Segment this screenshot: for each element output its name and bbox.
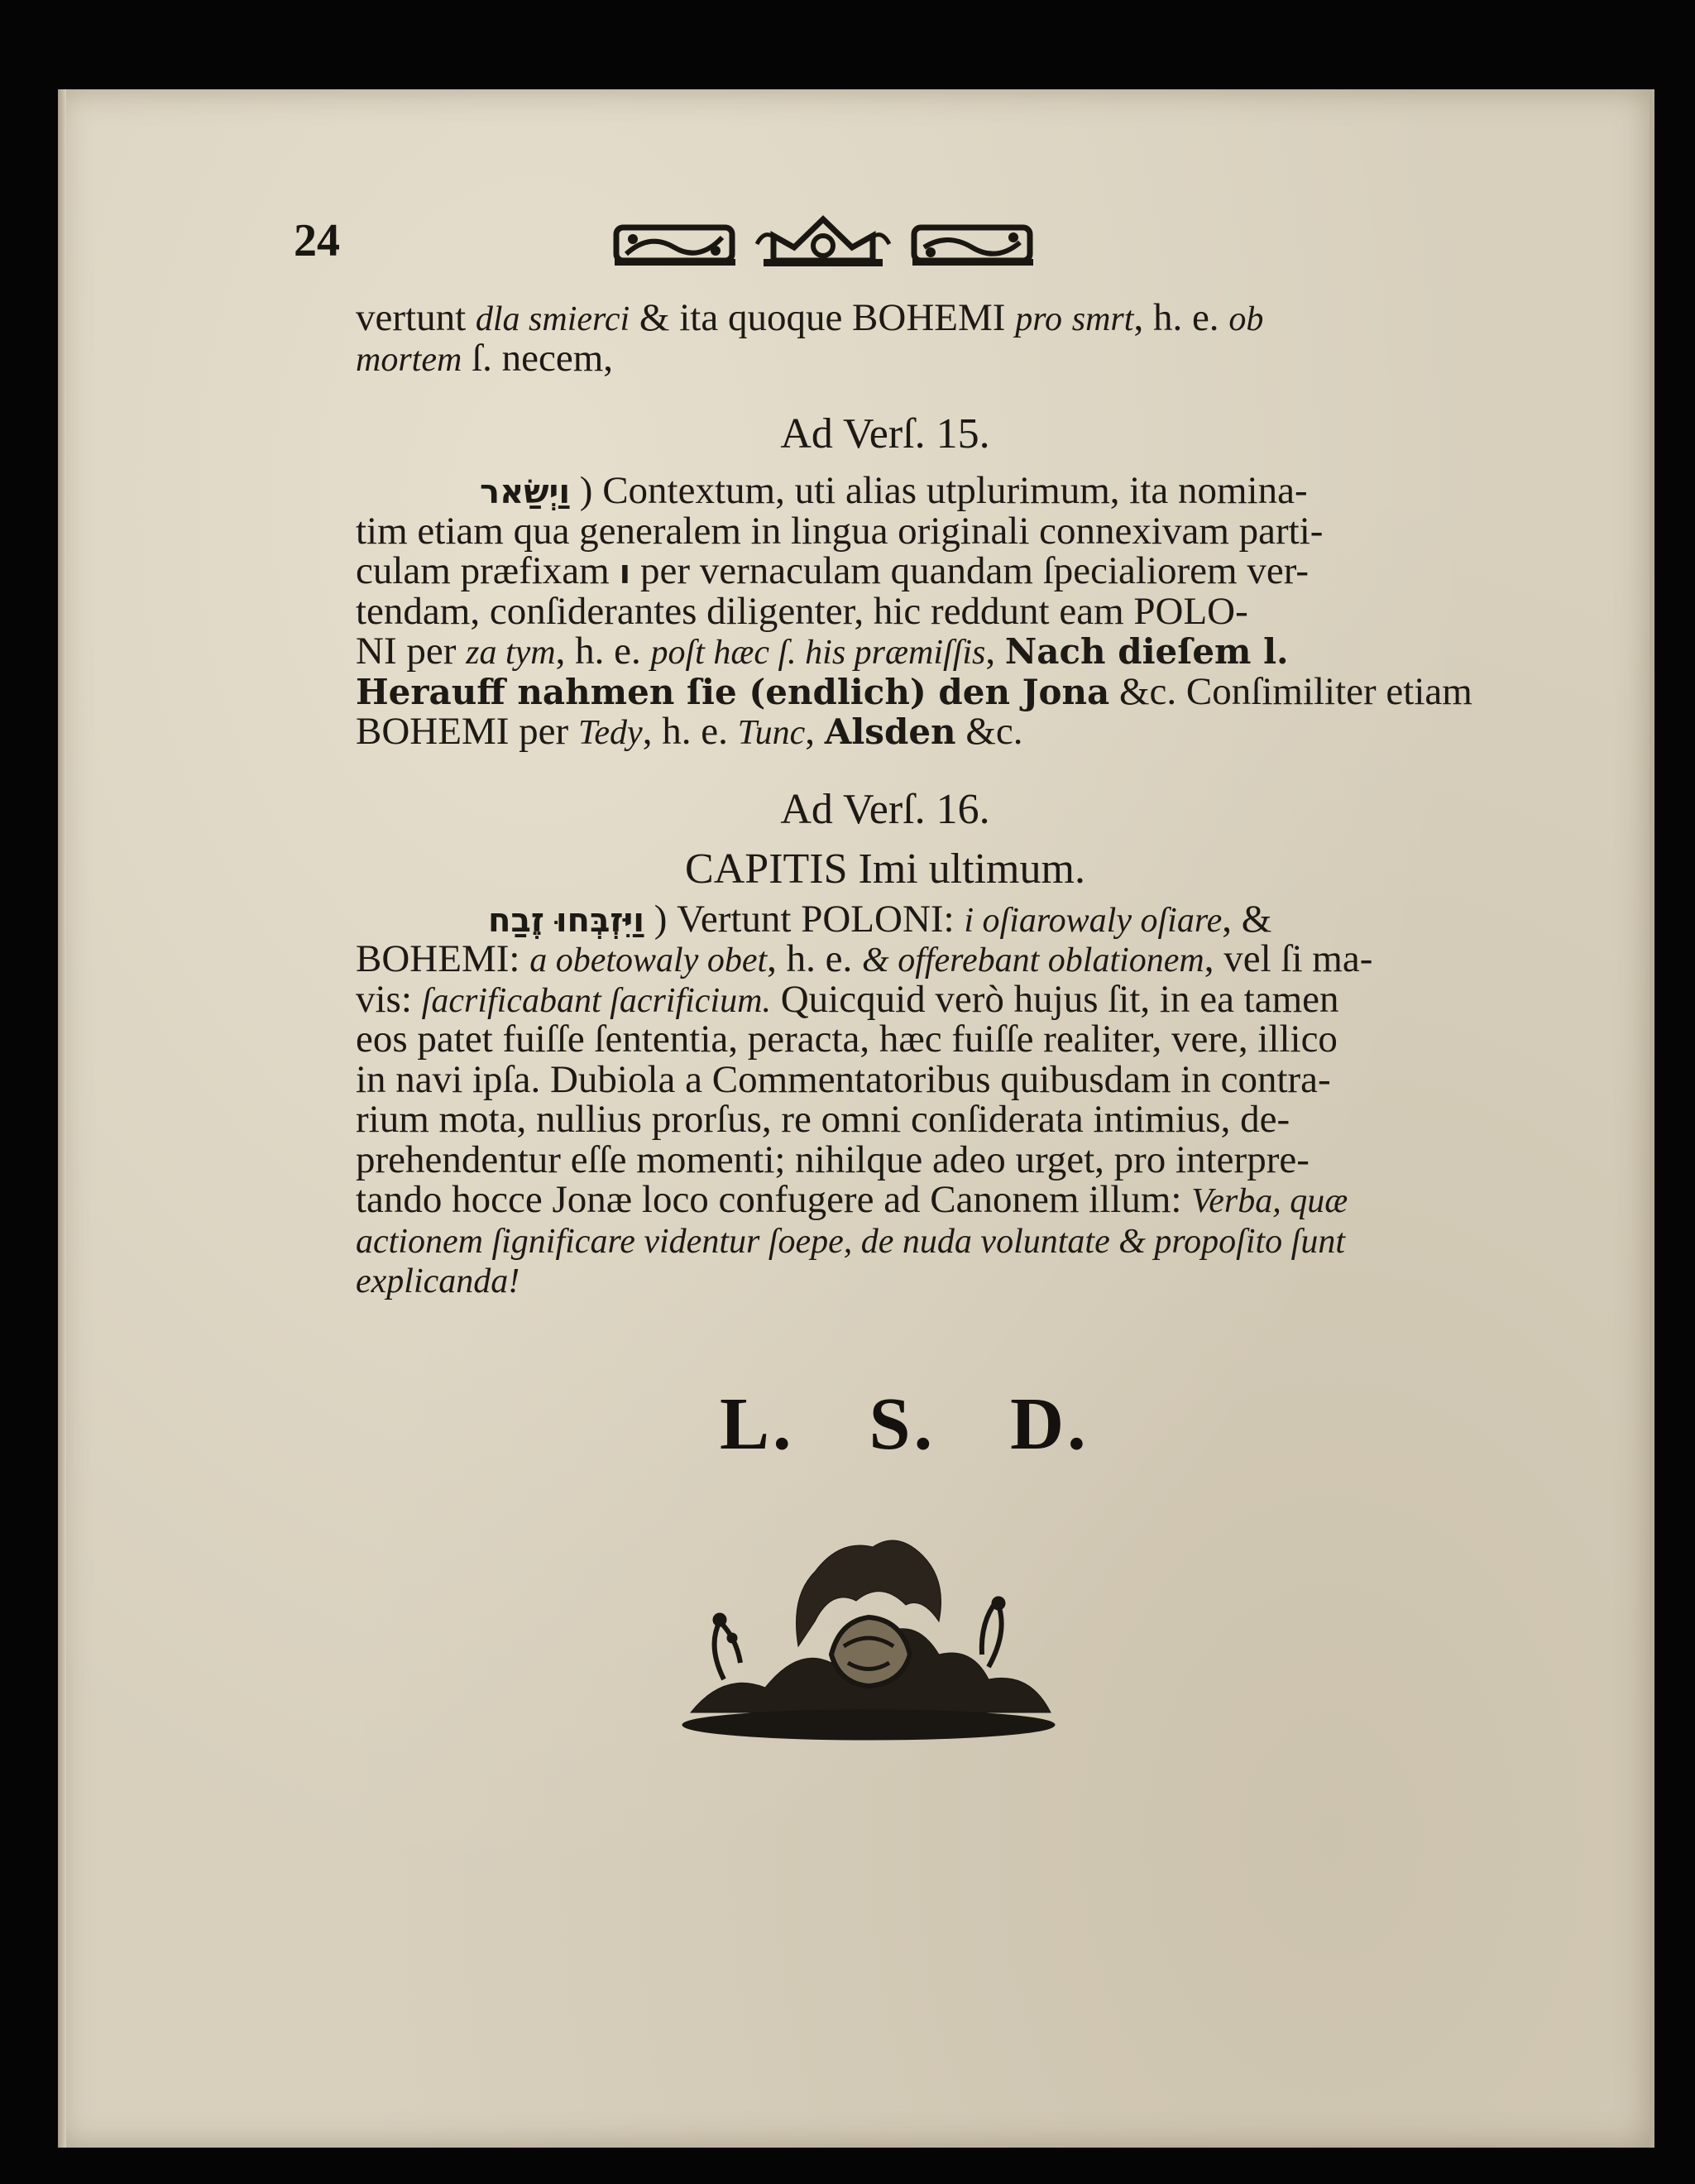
heading-verse-16: Ad Verſ. 16. xyxy=(780,785,990,833)
para1-line1: vertunt dla smierci & ita quoque BOHEMI pro smrt, h. e. ob xyxy=(356,296,1264,339)
para3-line3: vis: ſacrificabant ſacrificium. Quicquid verò hujus ſit, in ea tamen xyxy=(356,977,1339,1021)
para1-line2: mortem ſ. necem, xyxy=(356,336,614,380)
para3-line6: rium mota, nullius prorſus, re omni conſiderata intimius, de- xyxy=(356,1098,1290,1141)
page-header xyxy=(294,211,1121,277)
rocaille-vignette-icon xyxy=(674,1522,1063,1746)
para3-line5: in navi ipſa. Dubiola a Commentatoribus quibusdam in contra- xyxy=(356,1057,1331,1101)
page-number: 24 xyxy=(294,215,340,266)
scroll-ornament-icon xyxy=(912,228,1033,266)
page-edge xyxy=(58,89,66,2148)
para2-line1: וַיְשַׂאר ) Contextum, uti alias utplurimum, ita nomina- xyxy=(480,469,1308,512)
para3-line2: BOHEMI: a obetowaly obet, h. e. & offerebant oblationem, vel ſi ma- xyxy=(356,937,1373,980)
para2-line3: culam præfixam ו per vernaculam quandam ſpecialiorem ver- xyxy=(356,549,1310,592)
para2-line6: Herauff nahmen ſie (endlich) den Jona &c. Conſimiliter etiam xyxy=(356,669,1472,713)
para2-line2: tim etiam qua generalem in lingua originali connexivam parti- xyxy=(356,509,1324,553)
closing-l: L. xyxy=(720,1383,795,1465)
para3-line4: eos patet fuiſſe ſententia, peracta, hæc fuiſſe realiter, vere, illico xyxy=(356,1018,1338,1061)
closing-s: S. xyxy=(869,1383,936,1465)
para3-line9: actionem ſignificare videntur ſoepe, de nuda voluntate & propoſito ſunt xyxy=(356,1222,1346,1261)
para3-line7: prehendentur eſſe momenti; nihilque adeo urget, pro interpre- xyxy=(356,1138,1310,1181)
para2-line4: tendam, conſiderantes diligenter, hic reddunt eam POLO- xyxy=(356,589,1248,633)
para3-line8: tando hocce Jonæ loco confugere ad Canonem illum: Verba, quæ xyxy=(356,1178,1348,1221)
closing-lsd xyxy=(720,1382,1089,1467)
heading-verse-15: Ad Verſ. 15. xyxy=(780,410,990,457)
header-ornaments xyxy=(600,211,1046,277)
closing-d: D. xyxy=(1010,1383,1089,1465)
para2-line7: BOHEMI per Tedy, h. e. Tunc, Alsden &c. xyxy=(356,710,1023,753)
crown-ornament-icon xyxy=(757,219,889,266)
para3-line1: וַיִּזְבְּחוּ זֶבַח ) Vertunt POLONI: i oſiarowaly oſiare, & xyxy=(488,897,1272,941)
scroll-ornament-icon xyxy=(615,228,735,266)
heading-capitis: CAPITIS Imi ultimum. xyxy=(685,845,1085,893)
body-text xyxy=(356,296,1472,1300)
para3-line10: explicanda! xyxy=(356,1262,520,1300)
para2-line5: NI per za tym, h. e. poſt hæc ſ. his præmiſſis, Nach dieſem l. xyxy=(356,630,1289,673)
